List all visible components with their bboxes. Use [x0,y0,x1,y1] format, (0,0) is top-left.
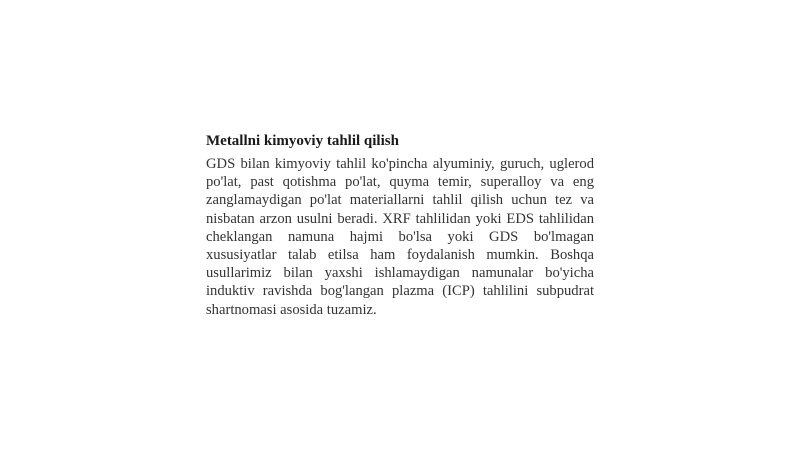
section-paragraph: GDS bilan kimyoviy tahlil ko'pincha alyuminiy, guruch, uglerod po'lat, past qotishma po'lat, quyma temir, superalloy va eng zanglamaydigan po'lat materiallarni tahlil qilish uchun tez va nisbatan arzon usulni beradi. XRF tahlilidan yoki EDS tahlilidan cheklangan namuna hajmi bo'lsa yoki GDS bo'lmagan xususiyatlar talab etilsa ham foydalanish mumkin. Boshqa usullarimiz bilan yaxshi ishlamaydigan namunalar bo'yicha induktiv ravishda bog'langan plazma (ICP) tahlilini subpudrat shartnomasi asosida tuzamiz. [206,156,594,318]
section-heading: Metallni kimyoviy tahlil qilish [206,133,399,149]
content-section [206,131,594,319]
